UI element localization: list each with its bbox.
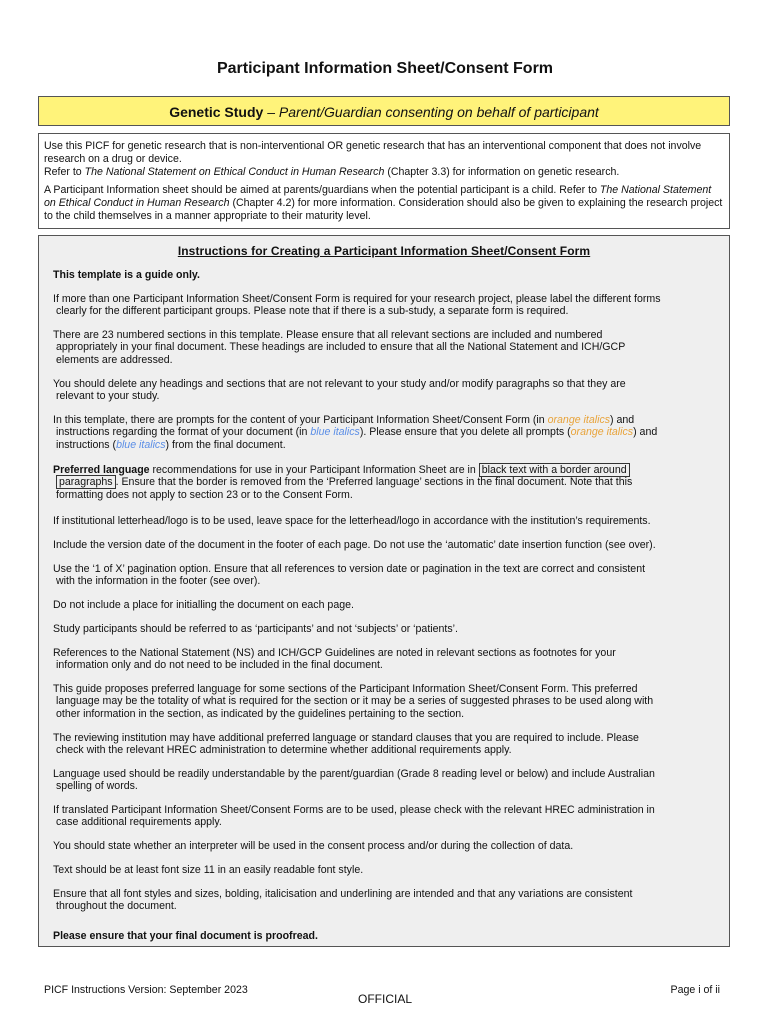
bullet-text: This guide proposes preferred language for some sections of the Participant Information Sheet/Consent Form. This preferred: [53, 683, 638, 695]
bordered-text-sample: paragraphs: [56, 475, 116, 489]
bullet-text: Please ensure that your final document is proofread.: [53, 930, 318, 942]
bullet-text: throughout the document.: [56, 900, 177, 913]
bullet-text: The reviewing institution may have additional preferred language or standard clauses that you are required to include. Please: [53, 732, 639, 744]
intro-text: A Participant Information sheet should be aimed at parents/guardians when the potential participant is a child. Refer to: [44, 184, 600, 196]
list-item: [43, 464, 723, 501]
list-item: [43, 930, 723, 942]
bullet-text: ) and: [633, 426, 658, 439]
list-item: [43, 732, 723, 757]
preferred-language-label: Preferred language: [53, 464, 150, 476]
list-item: [43, 888, 723, 913]
intro-text: Refer to: [44, 166, 85, 178]
list-item: [43, 563, 723, 588]
bullet-text: Study participants should be referred to as ‘participants’ and not ‘subjects’ or ‘patients’.: [53, 623, 458, 635]
list-item: [43, 864, 723, 876]
intro-text: (Chapter 4.2) for more information. Consideration should also be given to explaining the research project to the child themselves in a manner appropriate to their maturity level.: [44, 197, 723, 222]
study-type: Genetic Study: [169, 104, 264, 120]
intro-paragraph-2: [44, 184, 724, 223]
bullet-text: In this template, there are prompts for the content of your Participant Information Sheet/Consent Form (in: [53, 414, 548, 426]
bullet-text: check with the relevant HREC administration to determine whether additional requirements apply.: [56, 744, 512, 757]
bullet-text: recommendations for use in your Participant Information Sheet are in: [149, 464, 479, 476]
bullet-text: Ensure that all font styles and sizes, bolding, italicisation and underlining are intended and that any variations are consistent: [53, 888, 633, 900]
bullet-text: You should state whether an interpreter will be used in the consent process and/or during the collection of data.: [53, 840, 574, 852]
footer-classification: OFFICIAL: [357, 992, 412, 1006]
intro-text: (Chapter 3.3) for information on genetic research.: [384, 166, 620, 178]
bullet-text: appropriately in your final document. These headings are included to ensure that all the National Statement and ICH/GCP: [56, 341, 626, 354]
list-item: [43, 269, 723, 281]
bullet-text: instructions (: [56, 438, 117, 451]
study-banner: [38, 96, 730, 126]
list-item: [43, 647, 723, 672]
orange-italics-sample: orange italics: [570, 426, 634, 439]
bullet-text: elements are addressed.: [56, 353, 173, 366]
bullet-text: case additional requirements apply.: [56, 816, 222, 829]
blue-italics-sample: blue italics: [310, 426, 360, 439]
footer-version: PICF Instructions Version: September 2023: [44, 984, 248, 996]
list-item: [43, 768, 723, 793]
list-item: [43, 414, 723, 451]
bullet-text: ) from the final document.: [165, 438, 286, 451]
list-item: [43, 539, 723, 551]
bullet-text: If more than one Participant Information Sheet/Consent Form is required for your research project, please label the different forms: [53, 293, 661, 305]
bullet-text: ) and: [610, 414, 635, 426]
bullet-text: Include the version date of the document in the footer of each page. Do not use the ‘automatic’ date insertion function (see over).: [53, 539, 656, 551]
footer-page-number: Page i of ii: [670, 984, 720, 996]
list-item: [43, 293, 723, 318]
blue-italics-sample: blue italics: [116, 438, 166, 451]
bullet-text: ). Please ensure that you delete all prompts (: [359, 426, 571, 439]
list-item: [43, 623, 723, 635]
bullet-text: other information in the section, as indicated by the guidelines pertaining to the section.: [56, 707, 465, 720]
list-item: [43, 329, 723, 366]
bullet-text: Language used should be readily understandable by the parent/guardian (Grade 8 reading level or below) and include Australian: [53, 768, 655, 780]
intro-citation: The National Statement on Ethical Conduct in Human Research: [84, 166, 385, 178]
list-item: [43, 840, 723, 852]
bullet-text: language may be the totality of what is required for the section or it may be a series of suggested phrases to be used along with: [56, 695, 654, 708]
orange-italics-sample: orange italics: [547, 414, 611, 426]
bullet-text: formatting does not apply to section 23 or to the Consent Form.: [56, 488, 353, 501]
bullet-text: You should delete any headings and sections that are not relevant to your study and/or modify paragraphs so that they are: [53, 378, 626, 390]
bullet-text: If institutional letterhead/logo is to be used, leave space for the letterhead/logo in accordance with the institution’s requirements.: [53, 515, 651, 527]
bullet-text: There are 23 numbered sections in this template. Please ensure that all relevant sections are included and numbered: [53, 329, 603, 341]
banner-subtitle: Parent/Guardian consenting on behalf of participant: [278, 104, 599, 120]
bullet-text: If translated Participant Information Sheet/Consent Forms are to be used, please check with the relevant HREC administration in: [53, 804, 655, 816]
list-item: [43, 599, 723, 611]
bullet-text: clearly for the different participant groups. Please note that if there is a sub-study, a separate form is required.: [56, 305, 569, 318]
bullet-text: relevant to your study.: [56, 390, 160, 403]
bullet-text: spelling of words.: [56, 780, 138, 793]
list-item: [43, 515, 723, 527]
bordered-text-sample: black text with a border around: [479, 463, 630, 477]
bullet-text: instructions regarding the format of your document (in: [56, 426, 311, 439]
list-item: [43, 804, 723, 829]
intro-citation: The National Statement on Ethical Conduct in Human Research: [44, 184, 712, 209]
bullet-text: with the information in the footer (see over).: [56, 575, 261, 588]
bullet-text: Do not include a place for initialling the document on each page.: [53, 599, 354, 611]
intro-paragraph-1: [44, 140, 724, 179]
list-item: [43, 378, 723, 403]
list-item: [43, 683, 723, 720]
bullet-text: This template is a guide only.: [53, 269, 200, 281]
bullet-text: . Ensure that the border is removed from the ‘Preferred language’ sections in the final document. Note that this: [115, 476, 633, 489]
banner-dash: –: [263, 104, 279, 120]
instructions-box: [38, 235, 730, 947]
bullet-text: information only and do not need to be included in the final document.: [56, 659, 383, 672]
page-title: Participant Information Sheet/Consent Form: [216, 60, 554, 77]
intro-box: [38, 133, 730, 229]
instructions-heading: Instructions for Creating a Participant Information Sheet/Consent Form: [177, 244, 591, 258]
intro-text: Use this PICF for genetic research that is non-interventional OR genetic research that has an interventional component that does not involve research on a drug or device.: [44, 140, 702, 165]
bullet-text: References to the National Statement (NS) and ICH/GCP Guidelines are noted in relevant sections as footnotes for your: [53, 647, 616, 659]
bullet-text: Text should be at least font size 11 in an easily readable font style.: [53, 864, 364, 876]
bullet-text: Use the ‘1 of X’ pagination option. Ensure that all references to version date or pagination in the text are correct and consistent: [53, 563, 646, 575]
